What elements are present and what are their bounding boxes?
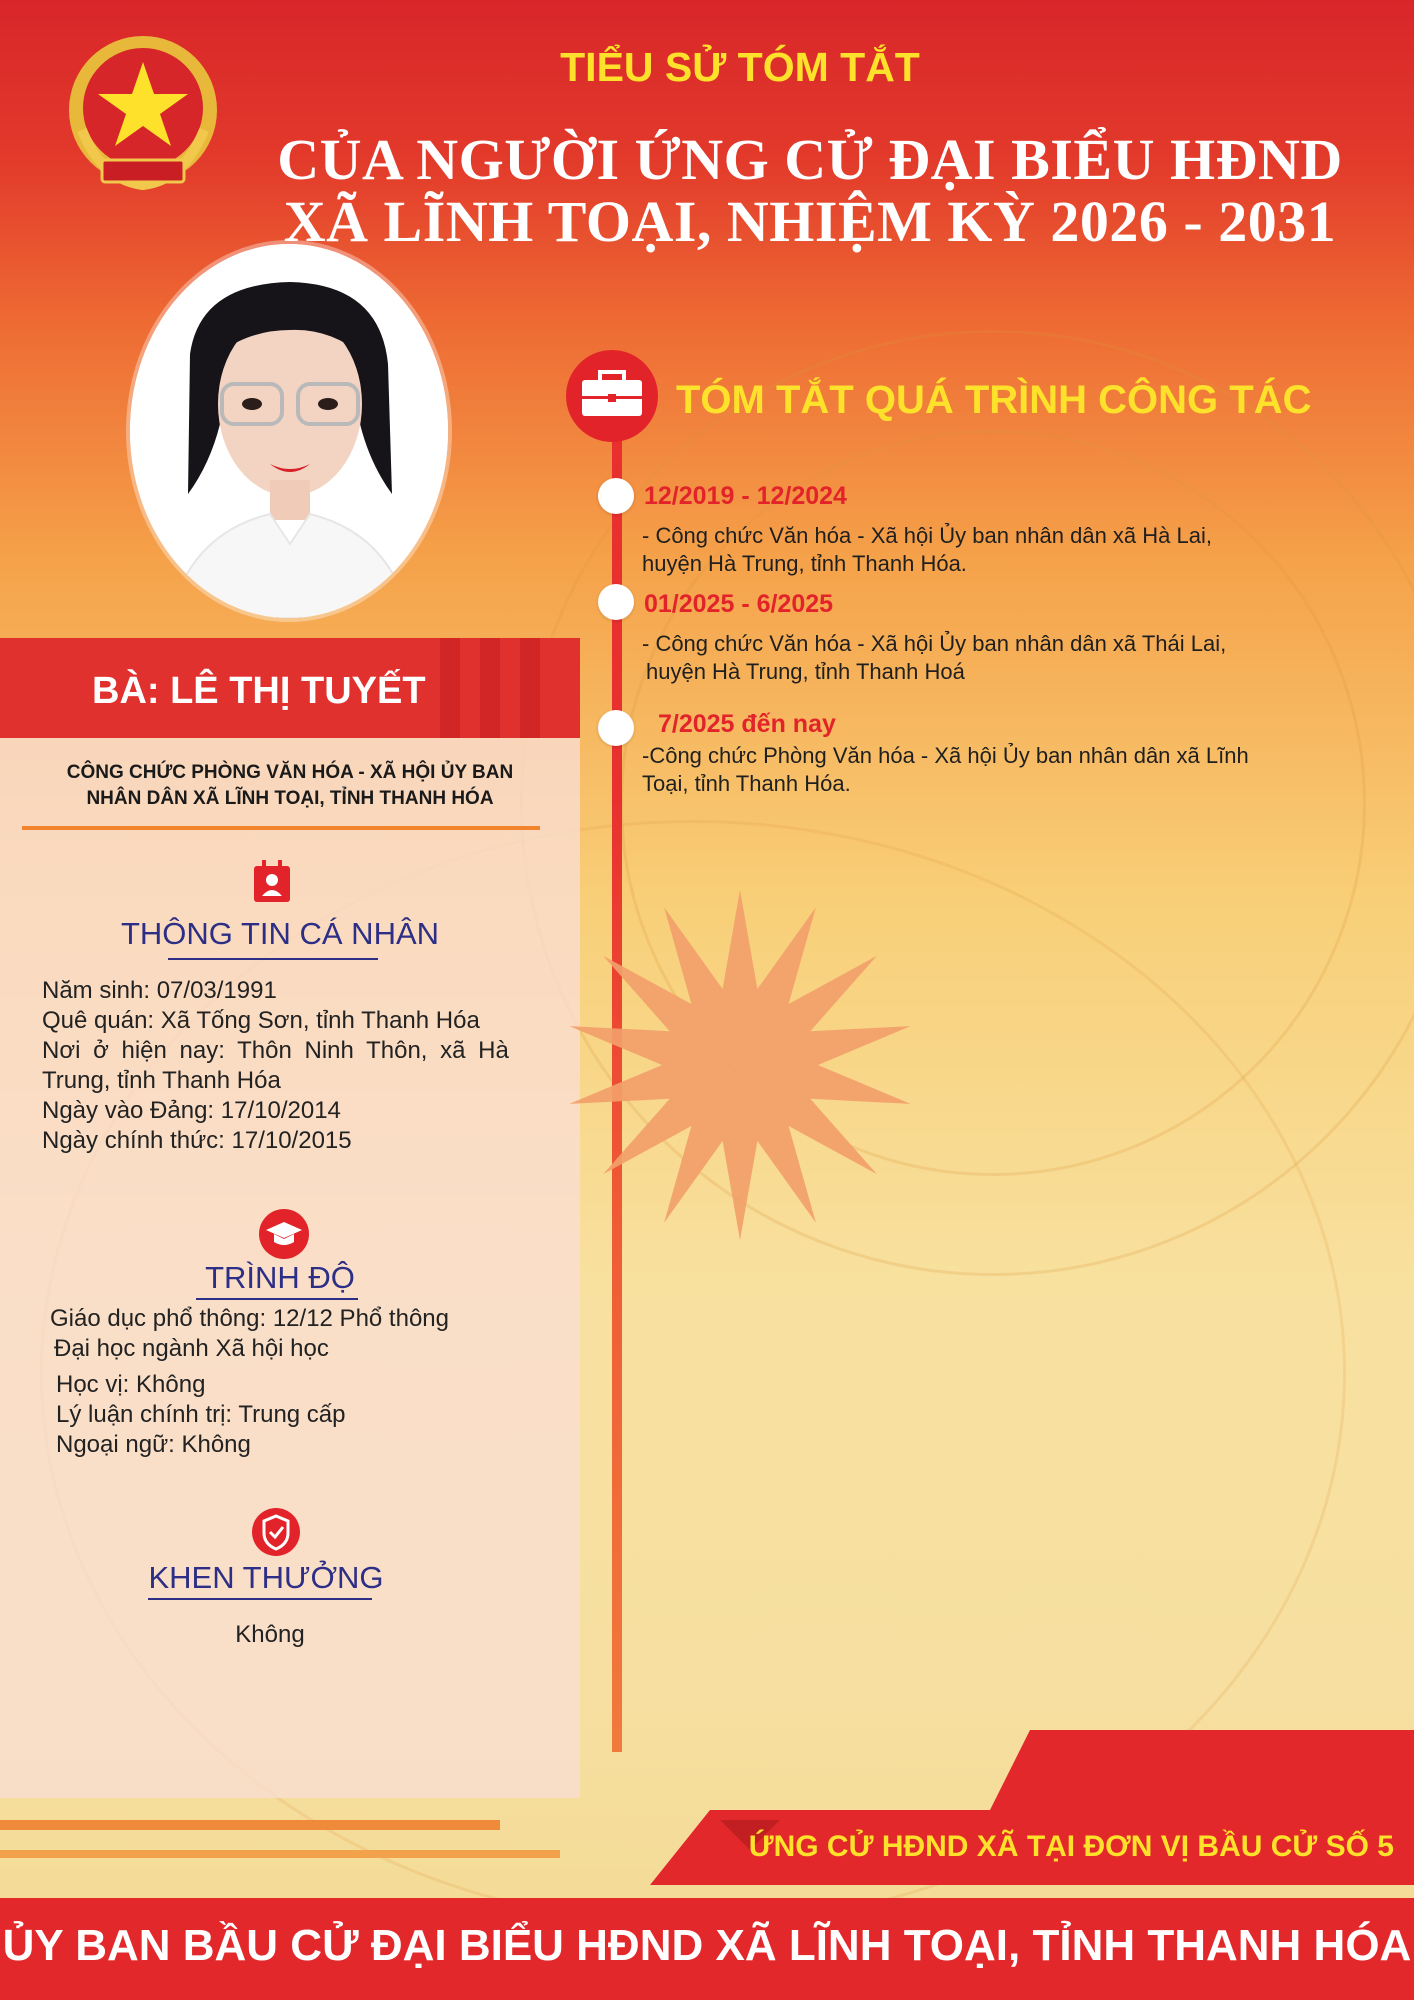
id-card-icon (252, 860, 292, 904)
career-description (642, 522, 1212, 578)
personal-info-line: Nơi ở hiện nay: Thôn Ninh Thôn, xã Hà (42, 1037, 509, 1064)
career-description (642, 742, 1249, 798)
career-period: 7/2025 đến nay (658, 710, 836, 738)
career-description-line: -Công chức Phòng Văn hóa - Xã hội Ủy ban nhân dân xã Lĩnh (642, 743, 1249, 768)
career-description-line: - Công chức Văn hóa - Xã hội Ủy ban nhân dân xã Hà Lai, (642, 523, 1212, 548)
education-line: Ngoại ngữ: Không (56, 1431, 251, 1458)
timeline-dot (598, 584, 634, 620)
career-description-line: Toại, tỉnh Thanh Hóa. (642, 771, 851, 796)
career-description (642, 630, 1226, 686)
divider (168, 958, 378, 960)
divider (148, 1598, 372, 1600)
graduation-cap-icon (258, 1208, 310, 1260)
divider (22, 826, 540, 830)
document-title-line1: CỦA NGƯỜI ỨNG CỬ ĐẠI BIỂU HĐND (277, 127, 1343, 192)
personal-info-line: Ngày vào Đảng: 17/10/2014 (42, 1097, 341, 1124)
candidate-photo (130, 244, 448, 618)
career-description-line: - Công chức Văn hóa - Xã hội Ủy ban nhân dân xã Thái Lai, (642, 631, 1227, 656)
education-heading: TRÌNH ĐỘ (205, 1260, 355, 1295)
decor-bar (0, 1850, 560, 1858)
sunburst-decoration (560, 880, 920, 1250)
document-title-line2: XÃ LĨNH TOẠI, NHIỆM KỲ 2026 - 2031 (283, 189, 1337, 254)
education-line: Lý luận chính trị: Trung cấp (56, 1401, 346, 1428)
career-period: 12/2019 - 12/2024 (644, 482, 847, 510)
education-list (50, 1304, 570, 1460)
career-description-line: huyện Hà Trung, tỉnh Thanh Hóa. (642, 551, 967, 576)
divider (196, 1298, 358, 1300)
career-heading: TÓM TẮT QUÁ TRÌNH CÔNG TÁC (676, 378, 1312, 422)
candidate-name: BÀ: LÊ THỊ TUYẾT (92, 670, 426, 712)
education-line: Đại học ngành Xã hội học (54, 1335, 329, 1362)
awards-heading: KHEN THƯỞNG (148, 1560, 384, 1595)
document-subtitle: TIỂU SỬ TÓM TẮT (560, 44, 920, 90)
timeline-dot (598, 710, 634, 746)
shield-check-icon (252, 1506, 300, 1558)
education-line: Học vị: Không (56, 1371, 206, 1398)
personal-info-line: Ngày chính thức: 17/10/2015 (42, 1127, 352, 1154)
timeline-dot (598, 478, 634, 514)
candidate-position (20, 760, 560, 812)
personal-info-line: Năm sinh: 07/03/1991 (42, 977, 277, 1004)
footer-text: ỦY BAN BẦU CỬ ĐẠI BIỂU HĐND XÃ LĨNH TOẠI, TỈNH THANH HÓA (2, 1921, 1412, 1970)
awards-value: Không (235, 1621, 305, 1648)
candidate-position-line2: NHÂN DÂN XÃ LĨNH TOẠI, TỈNH THANH HÓA (86, 788, 494, 809)
national-emblem-icon (62, 30, 224, 200)
decor-bar (0, 1820, 500, 1830)
briefcase-icon (560, 350, 670, 444)
district-label: ỨNG CỬ HĐND XÃ TẠI ĐƠN VỊ BẦU CỬ SỐ 5 (748, 1830, 1394, 1863)
personal-info-heading: THÔNG TIN CÁ NHÂN (120, 916, 440, 951)
candidate-position-line1: CÔNG CHỨC PHÒNG VĂN HÓA - XÃ HỘI ỦY BAN (66, 762, 514, 783)
career-period: 01/2025 - 6/2025 (644, 590, 834, 618)
personal-info-list (42, 976, 582, 1156)
education-line: Giáo dục phổ thông: 12/12 Phổ thông (50, 1305, 449, 1332)
personal-info-line: Quê quán: Xã Tống Sơn, tỉnh Thanh Hóa (42, 1007, 480, 1034)
personal-info-line: Trung, tỉnh Thanh Hóa (42, 1067, 281, 1094)
career-description-line: huyện Hà Trung, tỉnh Thanh Hoá (646, 659, 965, 684)
